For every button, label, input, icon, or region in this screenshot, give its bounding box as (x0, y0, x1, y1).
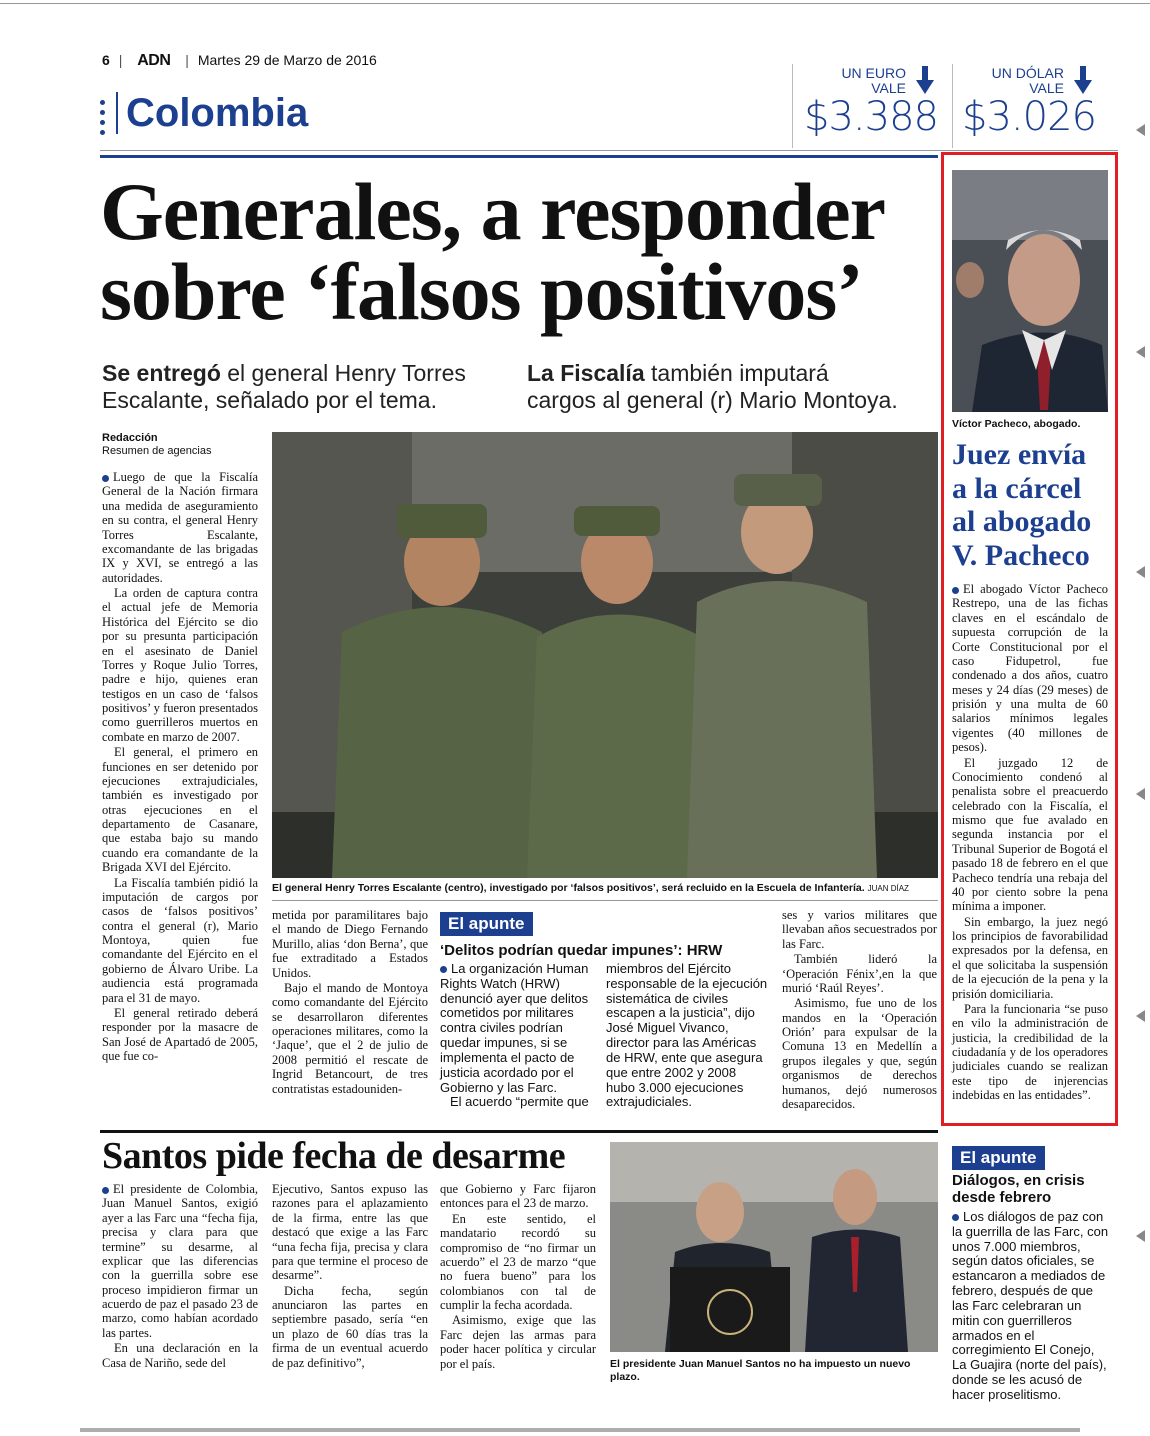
dolar-label-2: VALE (1029, 80, 1064, 97)
paragraph: La Fiscalía también pidió la imputación de cargos por casos de ‘falsos positivos’ contra el general (r), Mario Montoya, quien fue comandante del Ejército en el gobierno de Álvaro Uribe. La audiencia está programada para el 31 de mayo. (102, 875, 258, 1005)
apunte-title (952, 1172, 1112, 1207)
section-title: Colombia (116, 92, 308, 134)
byline-name: Redacción (102, 432, 158, 444)
headline-line-1: Generales, a responder (100, 166, 885, 257)
santos-headline: Santos pide fecha de desarme (102, 1135, 566, 1177)
sidebar-photo-caption: Víctor Pacheco, abogado. (952, 418, 1081, 430)
margin-tick (1136, 1010, 1145, 1022)
caption-text: El general Henry Torres Escalante (centro), investigado por ‘falsos positivos’, será recluido en la Escuela de Infantería. (272, 882, 865, 894)
deck-right-line-1: también imputará (644, 360, 829, 386)
paragraph: Dicha fecha, según anunciaron las partes en septiembre pasado, sería “en un plazo de 60 días tras la firma de un eventual acuerdo de paz definitivo”, (272, 1283, 428, 1370)
paragraph: El general retirado deberá responder por la masacre de San José de Apartadó de 2005, que fue co- (102, 1005, 258, 1063)
sidebar-headline-4: V. Pacheco (952, 538, 1090, 572)
apunte-title: ‘Delitos podrían quedar impunes’: HRW (440, 942, 723, 959)
generals-photo (272, 432, 938, 878)
paragraph: El presidente de Colombia, Juan Manuel Santos, exigió ayer a las Farc una “fecha fija, precisa y clara para que termine” su desarme, al explicar que las diferencias con la guerrilla sobre ese proceso impidieron firmar un acuerdo de paz el pasado 23 de marzo, como habían acordado las partes. (102, 1182, 258, 1340)
apunte-2-text: Los diálogos de paz con la guerrilla de las Farc, con unos 7.000 miembros, según datos oficiales, se estancaron a mediados de febrero, después de que las Farc celebraran un mitin con guerrilleros armados en el corregimiento El Conejo, La Guajira (norte del país), donde se les acusó de hacer proselitismo. (952, 1209, 1109, 1402)
paragraph: También lideró la ‘Operación Fénix’,en la que murió ‘Raúl Reyes’. (782, 952, 937, 995)
euro-box (792, 64, 942, 148)
header-rule (100, 155, 938, 158)
paragraph: ses y varios militares que llevaban años secuestrados por las Farc. (782, 908, 937, 951)
bullet-icon (102, 1187, 109, 1194)
santos-col-1 (102, 1182, 258, 1377)
margin-tick (1136, 124, 1145, 136)
apunte-tag: El apunte (440, 912, 533, 936)
dolar-value: $3.026 (962, 94, 1096, 140)
adn-logo: ADN (137, 52, 171, 69)
santos-photo-illustration (610, 1142, 938, 1352)
paragraph: Asimismo, exige que las Farc dejen las armas para poder hacer política y circular por el país. (440, 1313, 596, 1371)
paragraph: El general, el primero en funciones en ser detenido por ejecuciones extrajudiciales, también es investigado por otras ejecuciones en el departamento de Casanare, que estaba bajo su mando cuando era comandante de la Brigada XVI del Ejército. (102, 745, 258, 875)
paragraph: Ejecutivo, Santos expuso las razones para el aplazamiento de la firma, entre las que destacó que exige a las Farc “una fecha fija, precisa y clara para que termine el proceso de desarme”. (272, 1182, 428, 1283)
bullet-icon (102, 475, 109, 482)
main-story-col-4 (782, 908, 937, 1111)
deck-left-bold: Se entregó (102, 360, 221, 386)
pacheco-photo (952, 170, 1108, 412)
generals-photo-illustration (272, 432, 938, 878)
main-story-col-1 (102, 470, 258, 1140)
paragraph: Bajo el mando de Montoya como comandante del Ejército se desarrollaron diferentes operaciones militares, como la ‘Jaque’, que el 2 de julio de 2008 permitió el rescate de Ingrid Betancourt, de tres contratistas estadouniden- (272, 980, 428, 1096)
santos-rule (100, 1130, 938, 1133)
deck-left-line-2: Escalante, señalado por el tema. (102, 386, 437, 413)
headline-line-2: sobre ‘falsos positivos’ (100, 246, 863, 338)
scan-edge-top (0, 3, 1150, 4)
deck-left (102, 360, 522, 414)
apunte-col-a (440, 961, 598, 1110)
header-rule-thin (100, 150, 1118, 151)
main-headline (100, 166, 940, 338)
margin-tick (1136, 346, 1145, 358)
byline (102, 432, 211, 458)
santos-photo-caption: El presidente Juan Manuel Santos no ha impuesto un nuevo plazo. (610, 1358, 911, 1383)
paragraph: La orden de captura contra el actual jefe de Memoria Histórica del Ejército se dio por su presunta participación en el asesinato de Daniel Torres y Roque Julio Torres, padre e hijo, quienes eran testigos en un caso de ‘falsos positivos’ y fueron presentados como guerrilleros muertos en combate en marzo de 2007. (102, 586, 258, 744)
paragraph: metida por paramilitares bajo el mando de Diego Fernando Murillo, alias ‘don Berna’, que fue extraditado a Estados Unidos. (272, 908, 428, 980)
bullet-icon (952, 1214, 959, 1221)
sidebar-headline-2: a la cárcel (952, 471, 1082, 505)
dolar-label-1: UN DÓLAR (991, 65, 1064, 81)
paragraph: Sin embargo, la juez negó los principios de favorabilidad expresados por la defensa, en el que solicitaba la suspensión de la ejecución de la pena y la prisión domiciliaria. (952, 914, 1108, 1001)
margin-tick (1136, 1230, 1145, 1242)
deck-right-bold: La Fiscalía (527, 360, 645, 386)
photo-credit: JUAN DÍAZ (867, 884, 909, 893)
dolar-box (952, 64, 1100, 148)
deck-right-line-2: cargos al general (r) Mario Montoya. (527, 386, 898, 413)
pacheco-photo-illustration (952, 170, 1108, 412)
apunte-text-b: miembros del Ejército responsable de la ejecución sistemática de civiles escapen a la justicia”, dijo José Miguel Vivanco, director para las Américas de HRW, ente que asegura que entre 2002 y 2008 hubo 3.000 ejecuciones extrajudiciales. (606, 961, 768, 1110)
arrow-down-icon (916, 66, 934, 94)
apunte-tag: El apunte (952, 1146, 1045, 1170)
sidebar-body (952, 582, 1108, 1117)
euro-value: $3.388 (804, 94, 938, 140)
paragraph: En este sentido, el mandatario recordó su compromiso de “no firmar un acuerdo” el 23 de marzo “que no fuera bueno” para los colombianos con tal de cumplir la fecha acordada. (440, 1211, 596, 1312)
santos-col-3 (440, 1182, 596, 1377)
folio: 6 | ADN | Martes 29 de Marzo de 2016 (102, 52, 377, 69)
margin-tick (1136, 788, 1145, 800)
scan-edge-bottom (80, 1428, 1080, 1432)
byline-sub: Resumen de agencias (102, 445, 212, 458)
sidebar-headline-1: Juez envía (952, 438, 1087, 471)
date: Martes 29 de Marzo de 2016 (197, 52, 377, 68)
deck-right (527, 360, 939, 414)
paragraph: El abogado Víctor Pacheco Restrepo, una de las fichas claves en el escándalo de supuesta corrupción de la Corte Constitucional por el caso Fidupetrol, fue condenado a dos años, cuatro meses y 24 días (29 meses) de prisión y una multa de 60 salarios mínimos legales vigentes (40 millones de pesos). (952, 582, 1108, 755)
apunte-text-a-end: El acuerdo “permite que (450, 1094, 589, 1110)
paragraph: El juzgado 12 de Conocimiento condenó al penalista sobre el preacuerdo celebrado con la Fiscalía, el mismo que fue avalado en segunda instancia por el Tribunal Superior de Bogotá el pasado 18 de febrero en el que Pacheco tendría una rebaja del 40 por ciento sobre la pena mínima a imponer. (952, 755, 1108, 914)
apunte-text-a: La organización Human Rights Watch (HRW) denunció ayer que delitos cometidos por militares contra civiles podrían quedar impunes, si se implementa el pacto de justicia acordado por el Gobierno y las Farc. (440, 961, 589, 1095)
deck-left-line-1: el general Henry Torres (220, 360, 466, 386)
santos-photo (610, 1142, 938, 1352)
paragraph: Asimismo, fue uno de los mandos en la ‘Operación Orión’ para expulsar de la Comuna 13 en Medellín a grupos ilegales y que, según organismos de derechos humanos, dejó numerosos desaparecidos. (782, 996, 937, 1111)
euro-label-1: UN EURO (841, 65, 906, 81)
main-story-col-2 (272, 908, 428, 1113)
paragraph: Para la funcionaria “se puso en vilo la administración de justicia, la credibilidad de la ciudadanía y de los operadores judiciales cuando se realizan este tipo de injerencias indebidas en las entidades”. (952, 1001, 1108, 1103)
apunte-2-body (952, 1209, 1112, 1402)
apunte-title-line-2: desde febrero (952, 1189, 1052, 1207)
paragraph: En una declaración en la Casa de Nariño, sede del (102, 1341, 258, 1370)
paragraph: que Gobierno y Farc fijaron entonces para el 23 de marzo. (440, 1182, 596, 1211)
bullet-icon (952, 587, 959, 594)
sidebar-headline-3: al abogado (952, 505, 1092, 539)
sidebar-headline (952, 438, 1112, 572)
margin-tick (1136, 566, 1145, 578)
bullet-icon (440, 966, 447, 973)
euro-label-2: VALE (871, 80, 906, 97)
main-photo-caption (272, 882, 938, 895)
paragraph: Luego de que la Fiscalía General de la Nación firmara una medida de aseguramiento en su contra, el general Henry Torres Escalante, excomandante de las brigadas IX y XVI, se entregó a las autoridades. (102, 470, 258, 585)
section-dots-icon (100, 100, 106, 140)
caption-rule (272, 900, 938, 901)
apunte-title-line-1: Diálogos, en crisis (952, 1172, 1085, 1189)
arrow-down-icon (1074, 66, 1092, 94)
santos-col-2 (272, 1182, 428, 1377)
apunte-col-b (606, 961, 768, 1110)
page-number: 6 (102, 52, 110, 68)
